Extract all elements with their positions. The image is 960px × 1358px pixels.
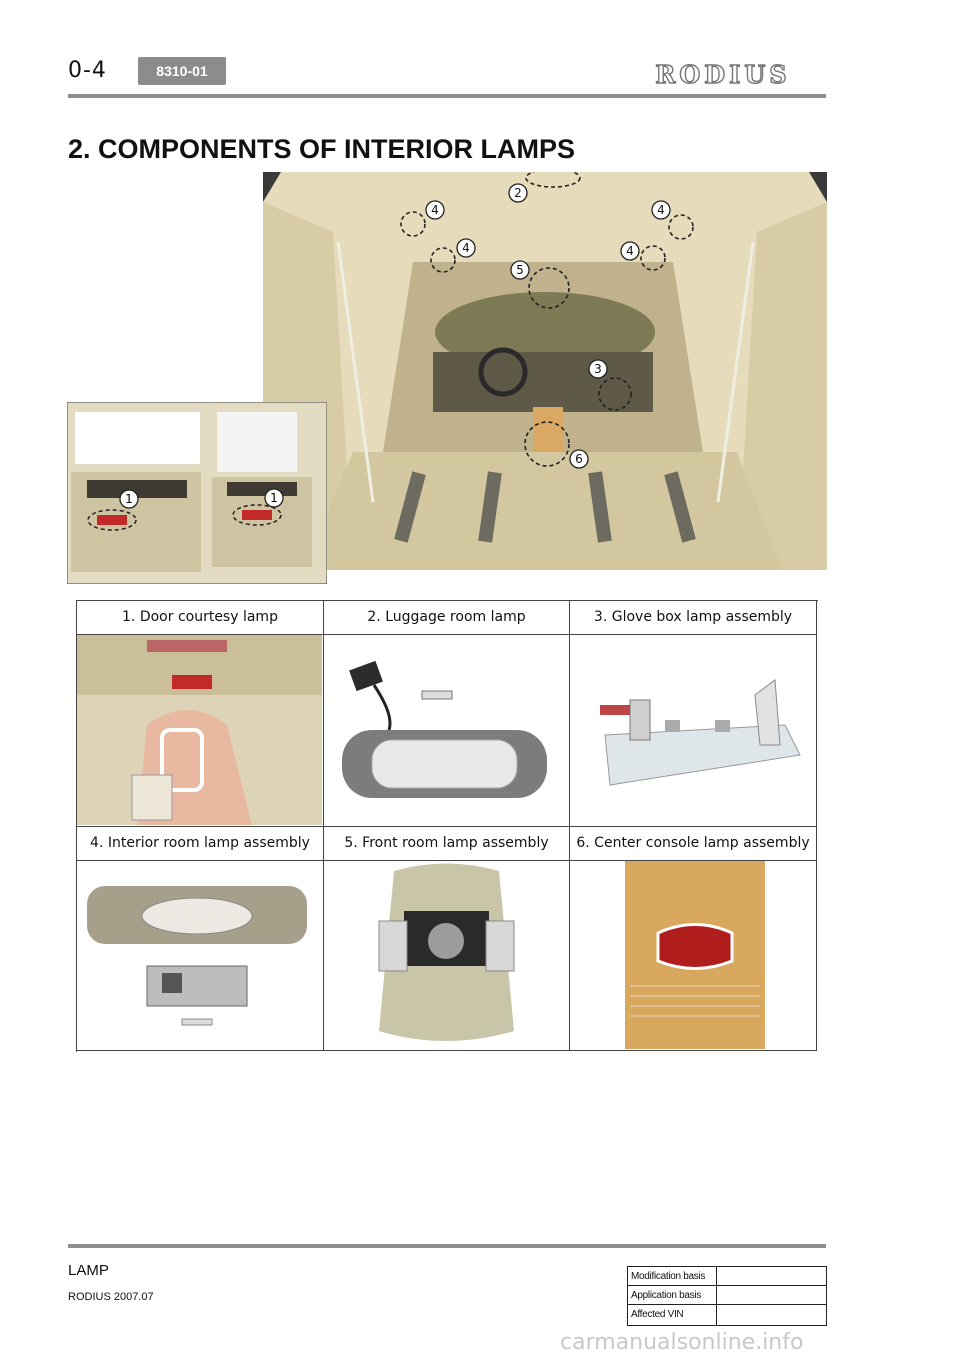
brand-logo [620,60,826,90]
header-interior-room-lamp: 4. Interior room lamp assembly [77,827,324,861]
mod-label: Modification basis [628,1267,717,1286]
header-glove-box-lamp: 3. Glove box lamp assembly [570,601,817,635]
door-inset-photo [67,402,327,584]
page-title: 2. COMPONENTS OF INTERIOR LAMPS [68,134,576,164]
header-luggage-room-lamp: 2. Luggage room lamp [324,601,570,635]
glove-box-lamp-photo [570,635,817,827]
callout-2: 2 [514,186,522,200]
mod-label: Affected VIN [628,1305,717,1325]
callout-4a: 4 [431,203,439,217]
footer-rule [68,1244,826,1248]
footer-title: LAMP [68,1262,109,1279]
mod-row-affected-vin [628,1305,826,1325]
section-code-badge: 8310-01 [138,57,226,85]
callout-4d: 4 [626,244,634,258]
door-courtesy-lamp-photo [77,635,324,827]
vehicle-interior-photo [263,172,827,570]
modification-table [627,1266,827,1326]
luggage-room-lamp-photo [324,635,570,827]
components-table [76,600,818,1052]
mod-label: Application basis [628,1286,717,1305]
header-center-console-lamp: 6. Center console lamp assembly [570,827,817,861]
header-rule [68,94,826,98]
mod-row-application-basis [628,1286,826,1305]
callout-4c: 4 [462,241,470,255]
front-room-lamp-photo [324,861,570,1051]
watermark: carmanualsonline.info [560,1330,804,1355]
callout-1a: 1 [125,492,133,506]
interior-room-lamp-photo [77,861,324,1051]
header-door-courtesy-lamp: 1. Door courtesy lamp [77,601,324,635]
brand-logo-text: RODIUS [655,60,791,89]
callout-3: 3 [594,362,602,376]
callout-4b: 4 [657,203,665,217]
center-console-lamp-photo [570,861,817,1051]
callout-5: 5 [516,263,524,277]
page-number: 0-4 [68,58,107,83]
mod-row-modification-basis [628,1267,826,1286]
header-front-room-lamp: 5. Front room lamp assembly [324,827,570,861]
callout-6: 6 [575,452,583,466]
footer-subtitle: RODIUS 2007.07 [68,1291,154,1303]
callout-1b: 1 [270,491,278,505]
